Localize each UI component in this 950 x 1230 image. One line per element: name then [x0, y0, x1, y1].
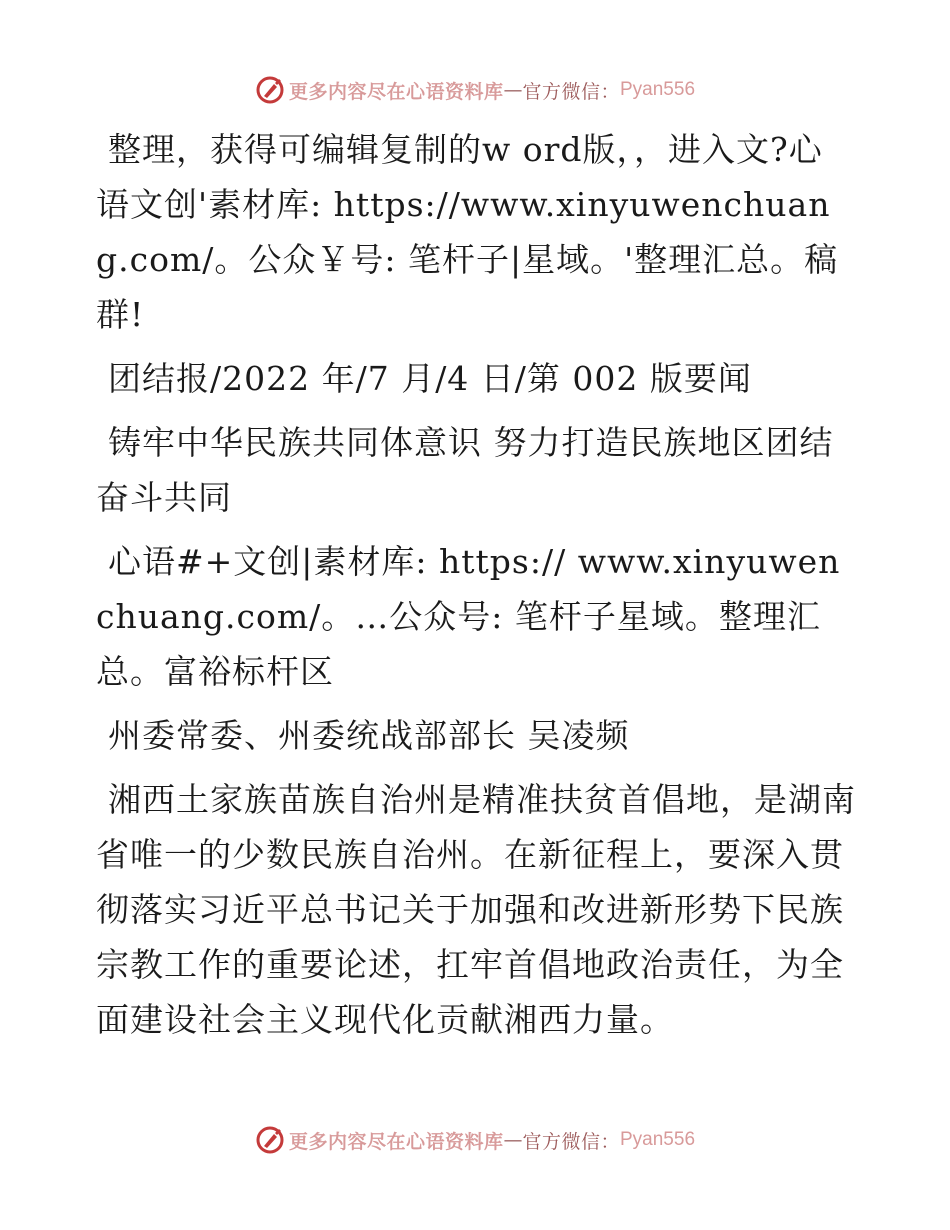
ad-paragraph: 心语#+文创|素材库: https:// www.xinyuwenchuang.com/。…公众号: 笔杆子星域。整理汇总。富裕标杆区 [96, 542, 841, 691]
footer-banner [0, 1120, 950, 1160]
banner-main-text: 更多内容尽在心语资料库 [288, 80, 504, 103]
header-banner [0, 70, 950, 110]
body-paragraph: 湘西土家族苗族自治州是精准扶贫首倡地，是湖南省唯一的少数民族自治州。在新征程上，要深入贯彻落实习近平总书记关于加强和改进新形势下民族宗教工作的重要论述，扛牢首倡地政治责任，为全面建设社会主义现代化贡献湘西力量。 [96, 780, 856, 1039]
article-title: 铸牢中华民族共同体意识 努力打造民族地区团结奋斗共同 [96, 423, 834, 517]
pen-nib-logo-icon [255, 75, 285, 105]
banner-separator: — [503, 79, 523, 101]
pen-nib-logo-icon [255, 1125, 285, 1155]
banner-main-text: 更多内容尽在心语资料库 [288, 1130, 504, 1153]
banner-contact-id: Pyan556 [620, 1129, 696, 1150]
banner-contact-label: 官方微信： [522, 80, 620, 103]
banner-separator: — [503, 1129, 523, 1151]
banner-contact-id: Pyan556 [620, 79, 696, 100]
intro-paragraph: 整理，获得可编辑复制的w ord版，，进入文?心语文创'素材库: https://www.xinyuwenchuang.com/。公众￥号: 笔杆子|星域。'整理汇总。稿群! [96, 130, 839, 334]
author-line: 州委常委、州委统战部部长 吴凌频 [108, 716, 630, 755]
source-line: 团结报/2022 年/7 月/4 日/第 002 版要闻 [108, 359, 752, 398]
document-body [96, 122, 856, 1056]
banner-contact-label: 官方微信： [522, 1130, 620, 1153]
